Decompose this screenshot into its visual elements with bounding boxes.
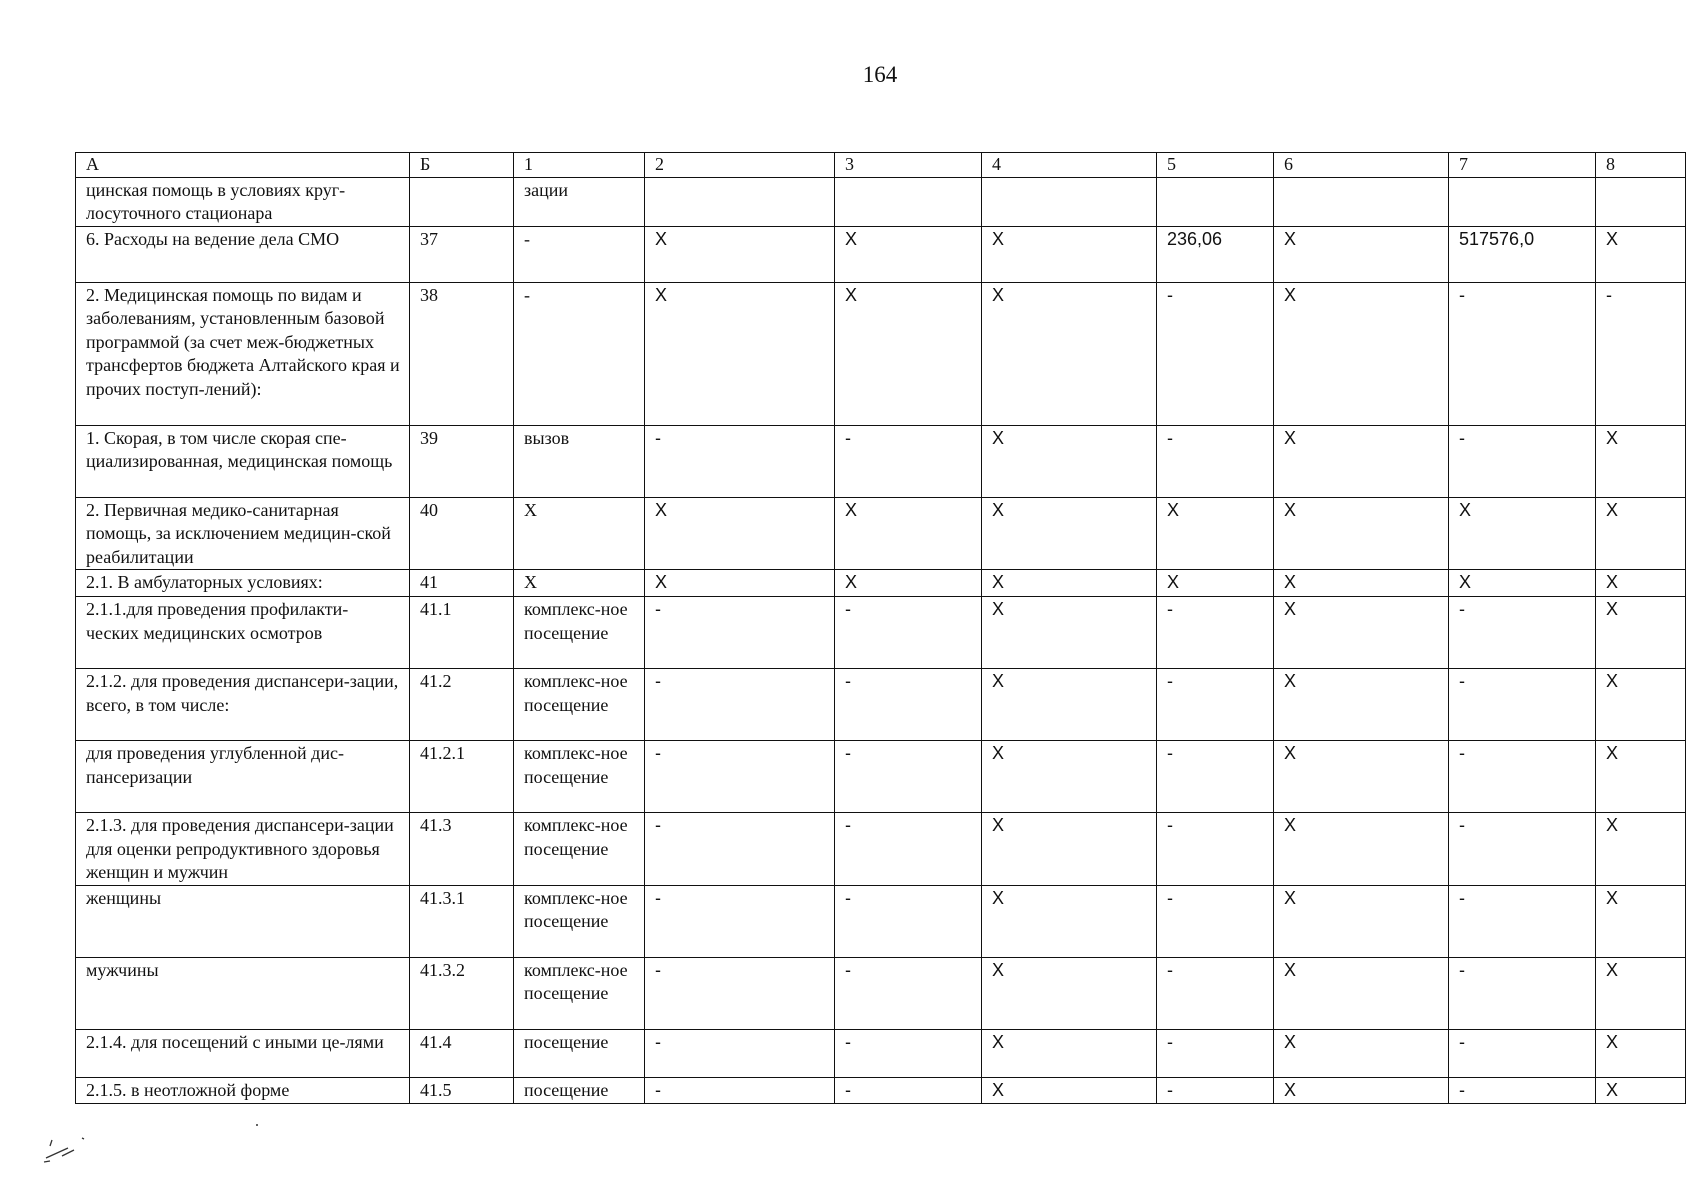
table-cell: - (1449, 597, 1596, 669)
table-cell: женщины (76, 885, 410, 957)
table-cell: - (645, 669, 835, 741)
table-cell: комплекс-ное посещение (514, 741, 645, 813)
table-cell: - (1449, 669, 1596, 741)
table-cell: - (1449, 282, 1596, 425)
table-row (76, 741, 1686, 813)
table-cell: - (1449, 425, 1596, 497)
table-cell: X (1157, 497, 1274, 570)
table-cell: 37 (410, 226, 514, 282)
table-cell: X (982, 570, 1157, 597)
table-cell: 41.2.1 (410, 741, 514, 813)
table-cell: X (1274, 1077, 1449, 1103)
table-cell: - (645, 885, 835, 957)
pen-mark-icon (38, 1128, 98, 1168)
table-cell: X (835, 226, 982, 282)
table-cell: X (1596, 813, 1686, 886)
table-cell: - (514, 282, 645, 425)
table-cell: - (514, 226, 645, 282)
table-cell: - (645, 813, 835, 886)
table-cell: комплекс-ное посещение (514, 885, 645, 957)
table-row (76, 282, 1686, 425)
table-cell: X (1596, 226, 1686, 282)
table-cell (645, 177, 835, 226)
table-cell: X (982, 282, 1157, 425)
column-header: 4 (982, 153, 1157, 178)
table-cell: X (1274, 813, 1449, 886)
table-row (76, 226, 1686, 282)
table-cell: X (645, 497, 835, 570)
table-cell: - (835, 1077, 982, 1103)
table-cell: 41.2 (410, 669, 514, 741)
table-row (76, 1029, 1686, 1077)
table-row (76, 425, 1686, 497)
table-cell: - (1449, 741, 1596, 813)
table-cell: X (982, 885, 1157, 957)
table-cell: 1. Скорая, в том числе скорая спе-циализированная, медицинская помощь (76, 425, 410, 497)
table-cell: посещение (514, 1029, 645, 1077)
table-cell: 41.3.2 (410, 957, 514, 1029)
table-cell (1596, 177, 1686, 226)
table-cell: 40 (410, 497, 514, 570)
table-cell: X (1596, 497, 1686, 570)
table-cell: 2.1.1.для проведения профилакти-ческих медицинских осмотров (76, 597, 410, 669)
table-cell: 41 (410, 570, 514, 597)
table-cell: 2.1.3. для проведения диспансери-зации для оценки репродуктивного здоровья женщин и мужчин (76, 813, 410, 886)
table-cell: X (982, 1029, 1157, 1077)
table-cell: 41.3 (410, 813, 514, 886)
table-cell: - (1157, 669, 1274, 741)
table-cell: X (835, 497, 982, 570)
table-cell: X (1274, 425, 1449, 497)
table-cell: - (835, 597, 982, 669)
table-cell: X (982, 497, 1157, 570)
column-header: 6 (1274, 153, 1449, 178)
table-cell: X (1596, 597, 1686, 669)
table-cell: - (645, 1077, 835, 1103)
table-cell: - (1157, 813, 1274, 886)
table-cell: X (1596, 885, 1686, 957)
table-cell: X (835, 570, 982, 597)
table-cell (1274, 177, 1449, 226)
table-cell: X (1274, 497, 1449, 570)
column-header: 1 (514, 153, 645, 178)
table-cell: X (1449, 497, 1596, 570)
table-cell: X (982, 1077, 1157, 1103)
table-cell: зации (514, 177, 645, 226)
table-cell: вызов (514, 425, 645, 497)
table-cell: X (1274, 282, 1449, 425)
table-cell: X (1274, 570, 1449, 597)
table-row (76, 813, 1686, 886)
table-cell: X (1274, 669, 1449, 741)
table-cell: 41.1 (410, 597, 514, 669)
table-cell: - (1449, 1029, 1596, 1077)
table-cell: - (1157, 425, 1274, 497)
data-table (75, 152, 1686, 1104)
table-cell: мужчины (76, 957, 410, 1029)
table-cell: - (1449, 1077, 1596, 1103)
table-row (76, 1077, 1686, 1103)
table-row (76, 885, 1686, 957)
table-cell: комплекс-ное посещение (514, 813, 645, 886)
table-cell: - (1157, 957, 1274, 1029)
table-cell: - (1157, 885, 1274, 957)
table-cell: X (1596, 425, 1686, 497)
table-cell: - (1157, 282, 1274, 425)
table-row (76, 497, 1686, 570)
column-header: Б (410, 153, 514, 178)
table-cell: - (1157, 597, 1274, 669)
table-cell: X (645, 226, 835, 282)
table-cell: - (1157, 1077, 1274, 1103)
column-header: 5 (1157, 153, 1274, 178)
table-row (76, 669, 1686, 741)
table-cell (835, 177, 982, 226)
table-cell: комплекс-ное посещение (514, 669, 645, 741)
table-cell: X (1274, 957, 1449, 1029)
table-cell: X (982, 957, 1157, 1029)
table-cell: цинская помощь в условиях круг-лосуточного стационара (76, 177, 410, 226)
table-cell: - (835, 813, 982, 886)
table-cell: 517576,0 (1449, 226, 1596, 282)
table-cell: 39 (410, 425, 514, 497)
column-header: 3 (835, 153, 982, 178)
table-cell: X (982, 813, 1157, 886)
table-cell: комплекс-ное посещение (514, 597, 645, 669)
column-header: 2 (645, 153, 835, 178)
table-cell: - (645, 957, 835, 1029)
table-cell: X (645, 282, 835, 425)
table-cell: 2. Первичная медико-санитарная помощь, за исключением медицин-ской реабилитации (76, 497, 410, 570)
table-row (76, 570, 1686, 597)
table-cell: 236,06 (1157, 226, 1274, 282)
table-cell: - (1157, 1029, 1274, 1077)
table-cell: 38 (410, 282, 514, 425)
table-cell: X (1274, 226, 1449, 282)
table-cell: 2.1.4. для посещений с иными це-лями (76, 1029, 410, 1077)
table-cell: - (1449, 885, 1596, 957)
table-cell: X (1274, 885, 1449, 957)
table-cell: 41.3.1 (410, 885, 514, 957)
table-cell: - (1449, 957, 1596, 1029)
page-number: 164 (862, 62, 898, 87)
table-cell: X (835, 282, 982, 425)
table-cell: комплекс-ное посещение (514, 957, 645, 1029)
table-cell: X (1157, 570, 1274, 597)
table-cell: - (645, 1029, 835, 1077)
table-cell: - (1449, 813, 1596, 886)
table-cell: X (982, 425, 1157, 497)
table-cell: - (835, 741, 982, 813)
table-cell: - (1157, 741, 1274, 813)
table-cell: - (645, 741, 835, 813)
table-cell: X (1596, 741, 1686, 813)
table-cell: для проведения углубленной дис-пансеризации (76, 741, 410, 813)
table-cell: 6. Расходы на ведение дела СМО (76, 226, 410, 282)
table-cell (1157, 177, 1274, 226)
table-cell: X (982, 669, 1157, 741)
column-header: 8 (1596, 153, 1686, 178)
table-cell: - (835, 669, 982, 741)
table-cell: 41.5 (410, 1077, 514, 1103)
table-cell: X (1274, 741, 1449, 813)
table-cell: X (1596, 570, 1686, 597)
table-cell: - (1596, 282, 1686, 425)
table-cell: - (835, 957, 982, 1029)
table-cell: X (1596, 1029, 1686, 1077)
table-cell: X (1596, 957, 1686, 1029)
column-header: А (76, 153, 410, 178)
table-cell: 2. Медицинская помощь по видам и заболеваниям, установленным базовой программой (за счет меж-бюджетных трансфертов бюджета Алтайского края и прочих поступ-лений): (76, 282, 410, 425)
table-cell: X (982, 226, 1157, 282)
table-cell: X (1596, 1077, 1686, 1103)
speck (256, 1124, 258, 1126)
table-cell (1449, 177, 1596, 226)
table-row (76, 597, 1686, 669)
table-row (76, 177, 1686, 226)
table-cell: X (1274, 597, 1449, 669)
table-cell: - (835, 885, 982, 957)
table-cell: 2.1.5. в неотложной форме (76, 1077, 410, 1103)
table-cell: - (645, 597, 835, 669)
table-cell: посещение (514, 1077, 645, 1103)
table-cell: 41.4 (410, 1029, 514, 1077)
column-header: 7 (1449, 153, 1596, 178)
table-cell: X (1274, 1029, 1449, 1077)
table-cell: X (1596, 669, 1686, 741)
table-cell: - (835, 425, 982, 497)
table-cell: - (645, 425, 835, 497)
table-cell: X (982, 741, 1157, 813)
table-cell: X (514, 497, 645, 570)
header-row (76, 153, 1686, 178)
table-cell (982, 177, 1157, 226)
table-cell: X (514, 570, 645, 597)
table-cell: X (1449, 570, 1596, 597)
table-cell (410, 177, 514, 226)
table-row (76, 957, 1686, 1029)
table-cell: X (982, 597, 1157, 669)
table-cell: X (645, 570, 835, 597)
table-cell: 2.1. В амбулаторных условиях: (76, 570, 410, 597)
table-cell: 2.1.2. для проведения диспансери-зации, всего, в том числе: (76, 669, 410, 741)
table-cell: - (835, 1029, 982, 1077)
